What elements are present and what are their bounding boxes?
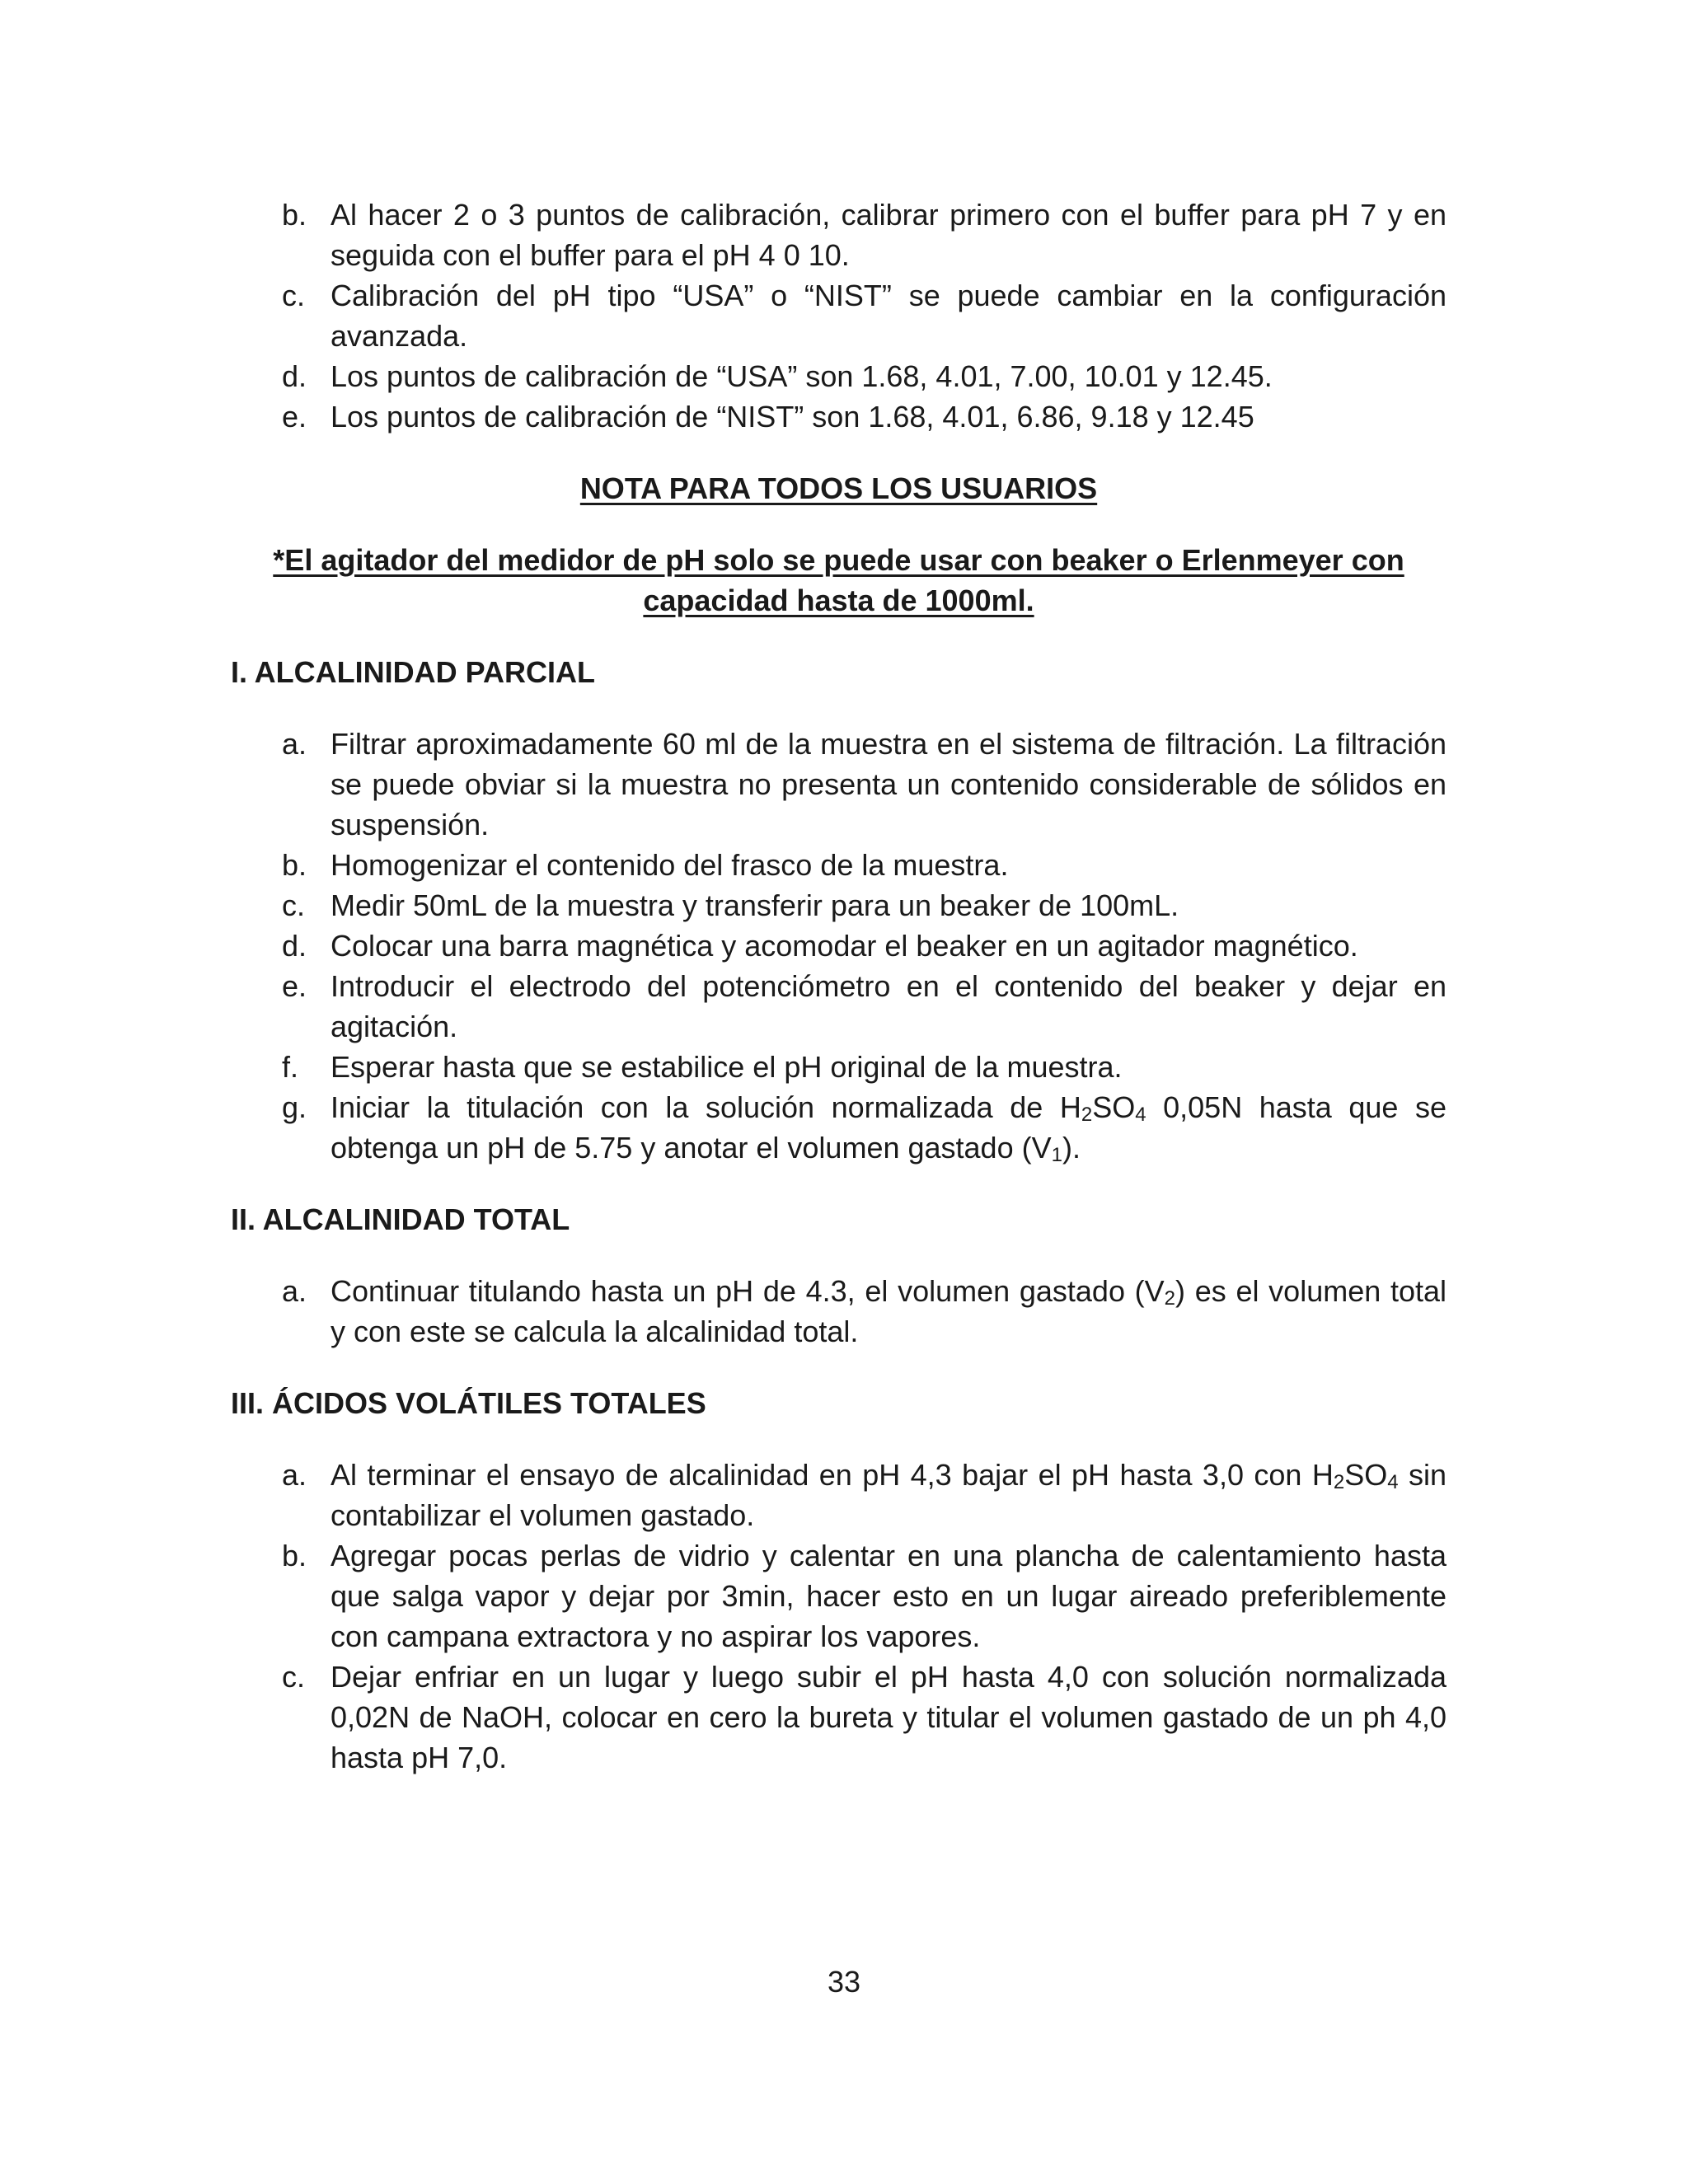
text-run: Iniciar la titulación con la solución normalizada de H bbox=[331, 1090, 1081, 1124]
list-item-text: Filtrar aproximadamente 60 ml de la muestra en el sistema de filtración. La filtración se puede obviar si la muestra no presenta un contenido considerable de sólidos en suspensión. bbox=[331, 727, 1447, 841]
subscript: 2 bbox=[1333, 1471, 1345, 1493]
text-run: sin contabilizar el volumen gastado. bbox=[331, 1458, 1447, 1532]
alcalinidad-parcial-list bbox=[231, 724, 1447, 1168]
list-marker: a. bbox=[282, 1274, 307, 1308]
list-item bbox=[231, 1657, 1447, 1778]
text-run: SO bbox=[1092, 1090, 1136, 1124]
list-marker: a. bbox=[282, 1458, 307, 1492]
list-item bbox=[231, 926, 1447, 966]
calibration-list bbox=[231, 194, 1447, 437]
note-line-1: *El agitador del medidor de pH solo se puede usar con beaker o Erlenmeyer con bbox=[273, 543, 1404, 577]
acidos-volatiles-list bbox=[231, 1455, 1447, 1778]
subscript: 4 bbox=[1387, 1471, 1399, 1493]
list-item-text: Calibración del pH tipo “USA” o “NIST” se puede cambiar en la configuración avanzada. bbox=[331, 279, 1447, 353]
list-item-text: Al hacer 2 o 3 puntos de calibración, calibrar primero con el buffer para pH 7 y en seguida con el buffer para el pH 4 0 10. bbox=[331, 198, 1447, 272]
list-marker: g. bbox=[282, 1090, 307, 1124]
list-item bbox=[231, 885, 1447, 926]
list-item bbox=[231, 1271, 1447, 1352]
text-run: Continuar titulando hasta un pH de 4.3, el volumen gastado (V bbox=[331, 1274, 1165, 1308]
list-item-text bbox=[331, 1458, 1447, 1532]
list-item bbox=[231, 194, 1447, 275]
list-item bbox=[231, 1047, 1447, 1087]
list-item-text: Dejar enfriar en un lugar y luego subir el pH hasta 4,0 con solución normalizada 0,02N de NaOH, colocar en cero la bureta y titular el volumen gastado de un ph 4,0 hasta pH 7,0. bbox=[331, 1660, 1447, 1774]
list-item-text: Introducir el electrodo del potenciómetro en el contenido del beaker y dejar en agitación. bbox=[331, 969, 1447, 1043]
subscript: 2 bbox=[1081, 1104, 1093, 1126]
list-item bbox=[231, 275, 1447, 356]
page-number: 33 bbox=[827, 1965, 861, 1999]
list-item-text: Colocar una barra magnética y acomodar el beaker en un agitador magnético. bbox=[331, 929, 1358, 963]
section-title-acidos-volatiles: III. ÁCIDOS VOLÁTILES TOTALES bbox=[231, 1386, 706, 1420]
list-marker: b. bbox=[282, 848, 307, 882]
list-item bbox=[231, 356, 1447, 396]
text-run: SO bbox=[1344, 1458, 1388, 1492]
list-marker: f. bbox=[282, 1050, 299, 1084]
list-marker: c. bbox=[282, 888, 306, 922]
list-marker: d. bbox=[282, 929, 307, 963]
subscript: 1 bbox=[1051, 1144, 1062, 1166]
list-item bbox=[231, 966, 1447, 1047]
list-marker: e. bbox=[282, 969, 307, 1003]
list-item bbox=[231, 396, 1447, 437]
list-item-text: Los puntos de calibración de “NIST” son 1.68, 4.01, 6.86, 9.18 y 12.45 bbox=[331, 400, 1254, 434]
list-item-text: Homogenizar el contenido del frasco de la muestra. bbox=[331, 848, 1009, 882]
text-run: ). bbox=[1062, 1131, 1081, 1165]
note-title: NOTA PARA TODOS LOS USUARIOS bbox=[579, 471, 1098, 505]
subscript: 4 bbox=[1135, 1104, 1146, 1126]
text-run: Al terminar el ensayo de alcalinidad en pH 4,3 bajar el pH hasta 3,0 con H bbox=[331, 1458, 1334, 1492]
list-item bbox=[231, 845, 1447, 885]
list-item-text: Medir 50mL de la muestra y transferir para un beaker de 100mL. bbox=[331, 888, 1179, 922]
list-item bbox=[231, 1087, 1447, 1168]
list-marker: c. bbox=[282, 279, 306, 312]
list-item-text bbox=[331, 1274, 1447, 1348]
text-run: ) es el volumen total y con este se calcula la alcalinidad total. bbox=[331, 1274, 1447, 1348]
list-item-text: Agregar pocas perlas de vidrio y calentar en una plancha de calentamiento hasta que salga vapor y dejar por 3min, hacer esto en un lugar aireado preferiblemente con campana extractora y no aspirar los vapores. bbox=[331, 1539, 1447, 1653]
list-item-text: Esperar hasta que se estabilice el pH original de la muestra. bbox=[331, 1050, 1123, 1084]
alcalinidad-total-list bbox=[231, 1271, 1447, 1352]
list-marker: a. bbox=[282, 727, 307, 761]
list-marker: d. bbox=[282, 359, 307, 393]
note-line-2: capacidad hasta de 1000ml. bbox=[643, 583, 1034, 617]
list-item bbox=[231, 724, 1447, 845]
list-marker: b. bbox=[282, 1539, 307, 1572]
section-title-alcalinidad-total: II. ALCALINIDAD TOTAL bbox=[231, 1202, 570, 1236]
list-item bbox=[231, 1455, 1447, 1535]
list-marker: c. bbox=[282, 1660, 306, 1694]
list-marker: e. bbox=[282, 400, 307, 434]
list-item-text: Los puntos de calibración de “USA” son 1.68, 4.01, 7.00, 10.01 y 12.45. bbox=[331, 359, 1273, 393]
list-marker: b. bbox=[282, 198, 307, 232]
list-item-text bbox=[331, 1090, 1447, 1165]
text-run: 0,05N hasta que se obtenga un pH de 5.75 y anotar el volumen gastado (V bbox=[331, 1090, 1447, 1165]
page-content bbox=[231, 194, 1447, 1778]
section-title-alcalinidad-parcial: I. ALCALINIDAD PARCIAL bbox=[231, 655, 595, 689]
list-item bbox=[231, 1535, 1447, 1657]
subscript: 2 bbox=[1164, 1287, 1176, 1310]
